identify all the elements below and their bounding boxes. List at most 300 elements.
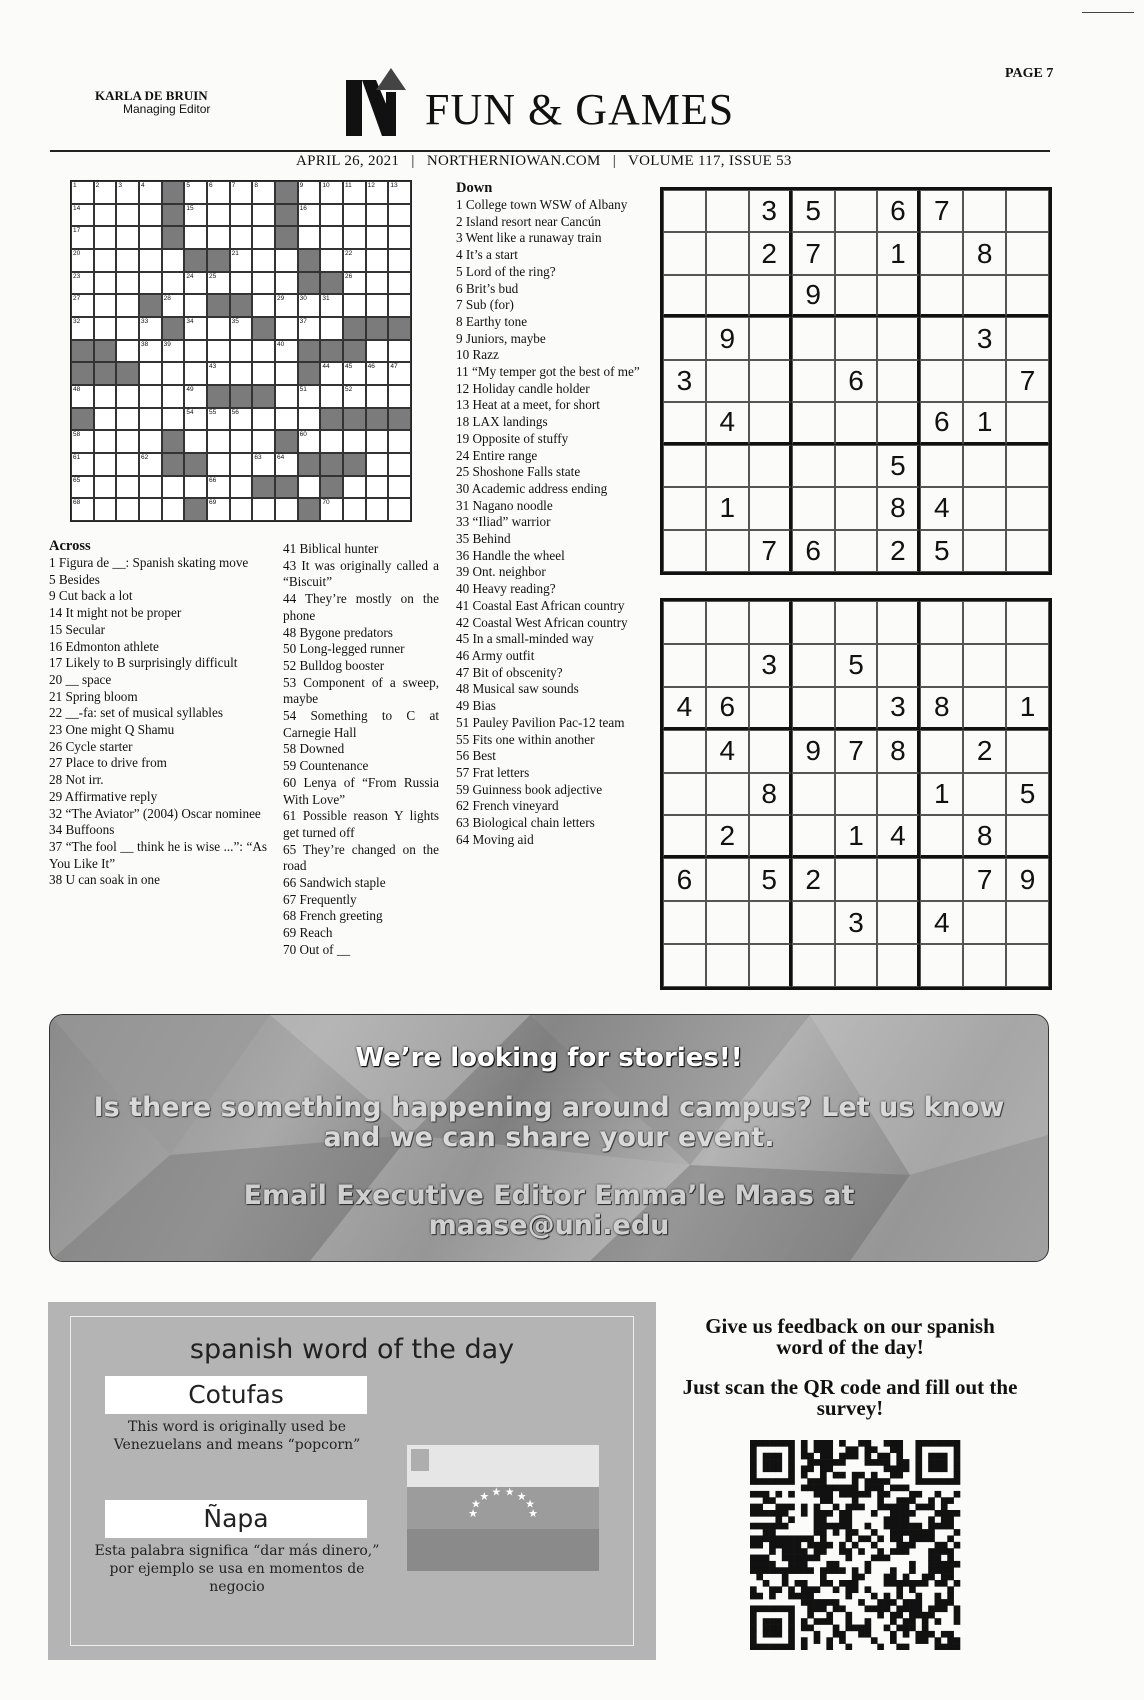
crossword-cell-number: 16 [299, 204, 307, 212]
crossword-cell-number: 45 [344, 363, 353, 371]
sudoku-cell [920, 275, 963, 317]
crossword-clue: 56 Best [456, 748, 496, 764]
crossword-cell [252, 204, 275, 227]
crossword-clue: 46 Army outfit [456, 647, 535, 663]
crossword-clue: 33 “Iliad” warrior [456, 514, 551, 530]
crossword-cell [184, 294, 207, 317]
crossword-cell-number: 65 [73, 476, 81, 484]
crossword-cell [275, 498, 298, 521]
crossword-cell [388, 476, 411, 499]
sudoku-cell [749, 445, 792, 487]
crossword-cell [298, 430, 321, 453]
crossword-cell-number: 9 [299, 182, 304, 189]
crossword-cell-number: 54 [186, 408, 194, 416]
crossword-clue: 62 French vineyard [456, 798, 559, 814]
scan-instruction: Just scan the QR code and fill out the survey! [682, 1375, 1018, 1420]
crossword-cell-number: 10 [322, 182, 330, 189]
sudoku-cell [963, 687, 1006, 730]
crossword-cell [366, 272, 389, 295]
crossword-clue: 42 Coastal West African country [456, 614, 628, 630]
crossword-cell [230, 498, 253, 521]
crossword-cell [207, 453, 230, 476]
crossword-cell [275, 249, 298, 272]
crossword-clue: 45 In a small-minded way [456, 631, 594, 647]
crossword-black-square [162, 204, 185, 227]
crossword-clue: 5 Lord of the ring? [456, 263, 556, 279]
sudoku-cell: 9 [792, 275, 835, 317]
crossword-clue: 65 They’re changed on the road [283, 841, 439, 874]
crossword-cell-number: 31 [322, 295, 330, 303]
crossword-cell [116, 430, 139, 453]
sudoku-cell: 7 [963, 858, 1006, 901]
sudoku-cell [877, 360, 920, 402]
crossword-cell [94, 430, 117, 453]
flag-star-icon: ★ [479, 1489, 490, 1503]
crossword-grid [70, 180, 412, 522]
crossword-cell [388, 340, 411, 363]
crossword-cell-number: 70 [322, 499, 330, 507]
crossword-clue: 26 Cycle starter [49, 738, 133, 754]
crossword-cell [184, 362, 207, 385]
crossword-clue: 9 Cut back a lot [49, 588, 133, 604]
crossword-cell [94, 181, 117, 204]
crossword-black-square [252, 476, 275, 499]
crossword-black-square [94, 340, 117, 363]
crossword-black-square [388, 317, 411, 340]
crossword-clue: 63 Biological chain letters [456, 815, 595, 831]
crossword-black-square [298, 498, 321, 521]
sudoku-cell: 3 [749, 644, 792, 687]
sudoku-cell: 4 [706, 402, 749, 444]
crossword-cell [252, 362, 275, 385]
sudoku-cell: 2 [877, 530, 920, 572]
crossword-cell [252, 430, 275, 453]
crossword-cell-number: 17 [73, 227, 81, 235]
crossword-clue: 44 They’re mostly on the phone [283, 591, 439, 623]
crossword-cell-number: 23 [73, 272, 81, 280]
crossword-clue: 38 U can soak in one [49, 872, 160, 888]
crossword-cell [320, 385, 343, 408]
sudoku-cell [792, 773, 835, 816]
sudoku-cell [835, 530, 878, 572]
crossword-cell [207, 181, 230, 204]
crossword-cell [139, 498, 162, 521]
crossword-clue: 52 Bulldog booster [283, 657, 385, 673]
page-number: PAGE 7 [1005, 66, 1054, 81]
word1-definition: This word is originally used be Venezuelans and means “popcorn” [113, 1419, 361, 1453]
crossword-clue: 59 Countenance [283, 758, 369, 774]
crossword-cell [343, 204, 366, 227]
crossword-cell [388, 294, 411, 317]
crossword-black-square [275, 476, 298, 499]
crossword-clue: 16 Edmonton athlete [49, 638, 159, 654]
sudoku-cell: 8 [963, 815, 1006, 858]
down-clues-column [456, 180, 644, 848]
sudoku-cell [920, 445, 963, 487]
flag-star-icon: ★ [516, 1489, 527, 1503]
flag-star-icon: ★ [528, 1507, 538, 1520]
sudoku-cell [792, 687, 835, 730]
crossword-black-square [298, 340, 321, 363]
sudoku-cell [663, 601, 706, 644]
sudoku-cell [792, 317, 835, 359]
crossword-black-square [162, 430, 185, 453]
crossword-clue: 15 Secular [49, 621, 106, 637]
dateline: APRIL 26, 2021 | NORTHERNIOWAN.COM | VOLUME 117, ISSUE 53 [296, 153, 792, 169]
sudoku-cell [963, 944, 1006, 987]
sudoku-cell [920, 858, 963, 901]
crossword-black-square [230, 385, 253, 408]
crossword-cell [94, 294, 117, 317]
crossword-cell [320, 498, 343, 521]
crossword-cell [343, 362, 366, 385]
crossword-cell [94, 204, 117, 227]
crossword-cell [366, 340, 389, 363]
crossword-cell [71, 476, 94, 499]
crossword-clue: 28 Not irr. [49, 772, 104, 788]
section-title: FUN & GAMES [425, 85, 735, 134]
crossword-cell-number: 26 [344, 272, 353, 280]
sudoku-cell [835, 858, 878, 901]
crossword-cell-number: 14 [73, 204, 81, 212]
crossword-black-square [207, 385, 230, 408]
crossword-cell-number: 62 [140, 453, 149, 461]
sudoku-cell [749, 275, 792, 317]
sudoku-cell: 5 [792, 190, 835, 232]
crossword-cell [366, 181, 389, 204]
sudoku-cell [792, 944, 835, 987]
sudoku-cell [963, 644, 1006, 687]
sudoku-cell [706, 644, 749, 687]
sudoku-cell [749, 901, 792, 944]
crossword-cell [116, 249, 139, 272]
crossword-cell [298, 408, 321, 431]
sudoku-cell: 8 [749, 773, 792, 816]
crossword-cell [230, 272, 253, 295]
crossword-cell [298, 385, 321, 408]
crossword-clue: 31 Nagano noodle [456, 497, 553, 513]
crossword-cell [162, 294, 185, 317]
crossword-cell [71, 249, 94, 272]
crossword-black-square [298, 453, 321, 476]
crossword-cell [71, 181, 94, 204]
crossword-black-square [184, 453, 207, 476]
sudoku-cell: 6 [835, 360, 878, 402]
sudoku-cell: 4 [920, 487, 963, 529]
sudoku-cell: 4 [663, 687, 706, 730]
crossword-cell [320, 226, 343, 249]
crossword-cell [366, 498, 389, 521]
crossword-cell [207, 362, 230, 385]
crossword-cell [252, 408, 275, 431]
sudoku-cell: 1 [835, 815, 878, 858]
crossword-clue: 67 Frequently [283, 891, 357, 907]
word2-label: Ñapa [105, 1500, 367, 1538]
crossword-black-square [71, 408, 94, 431]
sudoku-cell [1006, 445, 1049, 487]
crossword-cell-number: 61 [73, 453, 81, 461]
crossword-clue: 9 Juniors, maybe [456, 330, 546, 346]
crossword-clue: 36 Handle the wheel [456, 547, 565, 563]
crossword-cell [94, 249, 117, 272]
sudoku-cell [706, 232, 749, 274]
crossword-cell [366, 249, 389, 272]
crossword-cell [388, 272, 411, 295]
crossword-cell-number: 58 [73, 431, 81, 439]
sudoku-cell [663, 730, 706, 773]
crossword-cell-number: 33 [140, 317, 149, 325]
sudoku-cell [792, 445, 835, 487]
crossword-black-square [343, 408, 366, 431]
crossword-cell [275, 453, 298, 476]
sudoku-cell [963, 530, 1006, 572]
sudoku-cell [792, 644, 835, 687]
crossword-clue: 49 Bias [456, 698, 496, 714]
sudoku-cell [1006, 402, 1049, 444]
crossword-black-square [184, 498, 207, 521]
crossword-cell [162, 362, 185, 385]
crossword-clue: 50 Long-legged runner [283, 641, 405, 657]
crossword-cell [388, 249, 411, 272]
sudoku-cell [749, 317, 792, 359]
crossword-clue: 3 Went like a runaway train [456, 230, 602, 246]
sudoku-cell [792, 487, 835, 529]
sudoku-cell [749, 944, 792, 987]
crossword-cell-number: 51 [299, 385, 307, 393]
crossword-cell [366, 362, 389, 385]
crossword-cell [162, 340, 185, 363]
crossword-cell [366, 294, 389, 317]
sudoku-cell [877, 601, 920, 644]
crossword-cell [71, 272, 94, 295]
crossword-cell [388, 362, 411, 385]
crossword-black-square [298, 249, 321, 272]
crossword-black-square [366, 408, 389, 431]
crossword-cell-number: 3 [118, 182, 122, 189]
crossword-cell [298, 204, 321, 227]
crossword-cell [207, 226, 230, 249]
crossword-cell-number: 12 [367, 182, 375, 189]
sudoku-cell: 1 [920, 773, 963, 816]
sudoku-cell [920, 944, 963, 987]
crossword-cell [71, 498, 94, 521]
crossword-clue: 70 Out of __ [283, 941, 351, 957]
crossword-black-square [184, 249, 207, 272]
sudoku-cell [749, 402, 792, 444]
crossword-cell [139, 249, 162, 272]
crossword-cell [320, 430, 343, 453]
crossword-cell-number: 22 [344, 249, 353, 257]
crossword-clue: 66 Sandwich staple [283, 875, 386, 891]
crossword-clue: 32 “The Aviator” (2004) Oscar nominee [49, 805, 261, 821]
banner-email-address[interactable]: maase@uni.edu [428, 1210, 670, 1241]
crossword-clue: 18 LAX landings [456, 414, 548, 430]
sudoku-cell: 7 [792, 232, 835, 274]
banner-email-text: Email Executive Editor Emma’le Maas at [243, 1180, 855, 1211]
crossword-cell [71, 385, 94, 408]
crossword-cell [388, 498, 411, 521]
crossword-cell [184, 340, 207, 363]
crossword-cell-number: 28 [163, 295, 171, 303]
crossword-cell-number: 13 [390, 182, 398, 189]
sudoku-cell [963, 275, 1006, 317]
sudoku-cell: 8 [877, 487, 920, 529]
sudoku-cell: 7 [1006, 360, 1049, 402]
sudoku-cell [1006, 317, 1049, 359]
crossword-black-square [162, 226, 185, 249]
crossword-cell [275, 362, 298, 385]
sudoku-cell: 5 [920, 530, 963, 572]
crossword-cell-number: 20 [73, 249, 81, 257]
crossword-cell [252, 294, 275, 317]
sudoku-cell [663, 232, 706, 274]
crossword-cell [388, 226, 411, 249]
crossword-cell [71, 226, 94, 249]
crossword-cell [94, 385, 117, 408]
sudoku-cell: 5 [1006, 773, 1049, 816]
crossword-cell [275, 272, 298, 295]
crossword-cell [139, 181, 162, 204]
crossword-clue: 58 Downed [283, 741, 345, 757]
sudoku-cell [877, 773, 920, 816]
sudoku-cell [835, 944, 878, 987]
crossword-cell-number: 64 [276, 453, 285, 461]
crossword-clue: 55 Fits one within another [456, 731, 595, 747]
crossword-cell [116, 453, 139, 476]
crossword-cell [230, 226, 253, 249]
crossword-black-square [116, 362, 139, 385]
sudoku-cell [835, 445, 878, 487]
sudoku-cell [835, 275, 878, 317]
sudoku-cell: 1 [706, 487, 749, 529]
crossword-cell [116, 476, 139, 499]
crossword-clue: 23 One might Q Shamu [49, 722, 175, 738]
crossword-black-square [207, 294, 230, 317]
crossword-cell-number: 8 [254, 182, 258, 189]
sudoku-cell [835, 402, 878, 444]
crossword-clue: 69 Reach [283, 925, 333, 941]
sudoku-cell: 7 [920, 190, 963, 232]
sudoku-cell: 8 [963, 232, 1006, 274]
crossword-cell-number: 43 [208, 363, 217, 371]
crossword-cell-number: 24 [186, 272, 194, 280]
sudoku-cell [877, 858, 920, 901]
crossword-cell [366, 430, 389, 453]
crossword-cell [162, 249, 185, 272]
crossword-black-square [94, 362, 117, 385]
sudoku-cell: 9 [1006, 858, 1049, 901]
sudoku-cell [706, 275, 749, 317]
crossword-clue: 12 Holiday candle holder [456, 380, 590, 396]
sudoku-cell [663, 317, 706, 359]
sudoku-cell [835, 687, 878, 730]
crossword-clue: 4 It’s a start [456, 247, 518, 263]
crossword-cell-number: 66 [208, 476, 217, 484]
crossword-clue: 47 Bit of obscenity? [456, 664, 563, 680]
crossword-cell [275, 317, 298, 340]
flag-star-icon: ★ [471, 1497, 481, 1511]
crossword-cell [320, 249, 343, 272]
crossword-clue: 41 Biblical hunter [283, 541, 379, 556]
crossword-cell [320, 362, 343, 385]
sudoku-cell: 3 [835, 901, 878, 944]
crossword-cell [320, 317, 343, 340]
crossword-black-square [230, 294, 253, 317]
crossword-cell [230, 181, 253, 204]
sudoku-cell [1006, 530, 1049, 572]
crossword-clue: 5 Besides [49, 571, 100, 587]
sudoku-cell [792, 815, 835, 858]
crossword-cell [252, 181, 275, 204]
crossword-cell [184, 476, 207, 499]
crossword-cell [162, 272, 185, 295]
crossword-clue: 59 Guinness book adjective [456, 781, 603, 797]
sudoku-puzzle-1 [660, 187, 1052, 575]
crossword-cell [139, 272, 162, 295]
sudoku-cell [663, 644, 706, 687]
crossword-cell [230, 430, 253, 453]
crossword-cell [207, 317, 230, 340]
crossword-black-square [162, 181, 185, 204]
crossword-cell [252, 453, 275, 476]
crossword-clue: 51 Pauley Pavilion Pac-12 team [456, 714, 625, 730]
crossword-cell [343, 294, 366, 317]
sudoku-cell [1006, 190, 1049, 232]
crossword-cell-number: 1 [73, 182, 77, 189]
crossword-cell-number: 6 [208, 182, 213, 189]
sudoku-cell [706, 360, 749, 402]
crossword-clue: 24 Entire range [456, 447, 538, 463]
northern-iowan-logo-icon [342, 66, 412, 138]
sudoku-cell [706, 901, 749, 944]
survey-qr-code-icon[interactable] [750, 1440, 964, 1650]
crossword-cell [116, 294, 139, 317]
crossword-cell [207, 430, 230, 453]
crossword-cell-number: 60 [299, 431, 307, 439]
header-rule [50, 150, 1050, 152]
crossword-black-square [298, 272, 321, 295]
sudoku-cell: 6 [877, 190, 920, 232]
crossword-cell-number: 29 [276, 295, 285, 303]
crossword-cell [230, 249, 253, 272]
crossword-cell [116, 408, 139, 431]
crossword-cell-number: 52 [344, 385, 353, 393]
crossword-cell [184, 226, 207, 249]
crossword-cell [94, 408, 117, 431]
sudoku-cell [1006, 275, 1049, 317]
crossword-clue: 64 Moving aid [456, 831, 534, 847]
crossword-cell-number: 32 [73, 317, 81, 325]
banner-email-line [50, 1181, 1048, 1241]
sudoku-cell: 1 [877, 232, 920, 274]
crossword-cell-number: 34 [186, 317, 194, 325]
sudoku-cell: 4 [920, 901, 963, 944]
crossword-cell-number: 5 [186, 182, 190, 189]
crossword-cell-number: 46 [367, 363, 375, 371]
down-heading: Down [456, 180, 493, 196]
crossword-cell [230, 408, 253, 431]
crossword-black-square [320, 272, 343, 295]
crossword-clue: 53 Component of a sweep, maybe [283, 674, 439, 707]
crossword-clue: 25 Shoshone Falls state [456, 464, 581, 480]
sudoku-cell [877, 275, 920, 317]
crossword-clue: 8 Earthy tone [456, 313, 528, 329]
sudoku-cell: 5 [749, 858, 792, 901]
crossword-cell [230, 476, 253, 499]
crossword-cell [139, 204, 162, 227]
sudoku-cell [920, 815, 963, 858]
crossword-black-square [320, 340, 343, 363]
